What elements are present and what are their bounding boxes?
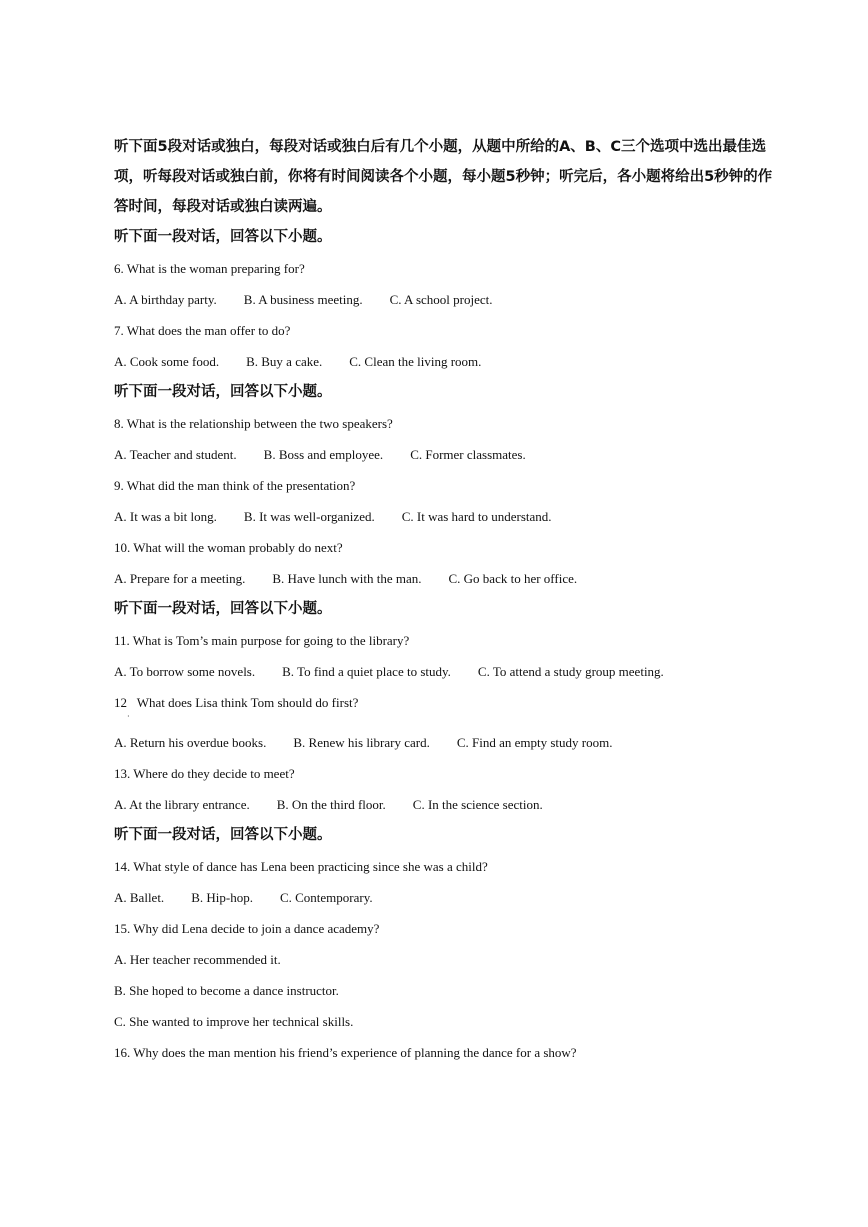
option-a[interactable]: A. Ballet. xyxy=(114,890,165,905)
question-6: 6. What is the woman preparing for? xyxy=(114,261,305,276)
option-b[interactable]: B. It was well-organized. xyxy=(243,509,375,524)
section-3 xyxy=(114,594,774,820)
option-c[interactable]: C. It was hard to understand. xyxy=(401,509,552,524)
section-4 xyxy=(114,820,774,1068)
question-10-options xyxy=(114,563,774,594)
question-8-options xyxy=(114,439,774,470)
exam-page xyxy=(114,132,774,1068)
option-c[interactable]: C. Former classmates. xyxy=(410,447,526,462)
question-11: 11. What is Tom’s main purpose for going to the library? xyxy=(114,633,410,648)
section-heading: 听下面一段对话，回答以下小题。 xyxy=(114,384,332,400)
section-heading: 听下面一段对话，回答以下小题。 xyxy=(114,601,332,617)
section-heading: 听下面一段对话，回答以下小题。 xyxy=(114,827,332,843)
option-b[interactable]: B. To find a quiet place to study. xyxy=(282,664,451,679)
question-14-options xyxy=(114,882,774,913)
section-2 xyxy=(114,377,774,594)
option-a[interactable]: A. Cook some food. xyxy=(114,354,220,369)
option-c[interactable]: C. To attend a study group meeting. xyxy=(477,664,664,679)
question-10: 10. What will the woman probably do next? xyxy=(114,540,343,555)
option-b[interactable]: B. Renew his library card. xyxy=(293,735,430,750)
question-6-options xyxy=(114,284,774,315)
option-c[interactable]: C. Clean the living room. xyxy=(349,354,482,369)
question-13-options xyxy=(114,789,774,820)
question-16: 16. Why does the man mention his friend’s experience of planning the dance for a show? xyxy=(114,1045,577,1060)
option-c[interactable]: C. In the science section. xyxy=(412,797,543,812)
option-b[interactable]: B. She hoped to become a dance instructor. xyxy=(114,983,339,998)
option-b[interactable]: B. A business meeting. xyxy=(243,292,363,307)
question-7: 7. What does the man offer to do? xyxy=(114,323,291,338)
option-a[interactable]: A. At the library entrance. xyxy=(114,797,250,812)
option-c[interactable]: C. She wanted to improve her technical skills. xyxy=(114,1014,354,1029)
question-9: 9. What did the man think of the presentation? xyxy=(114,478,356,493)
question-14: 14. What style of dance has Lena been practicing since she was a child? xyxy=(114,859,488,874)
option-b[interactable]: B. Boss and employee. xyxy=(263,447,384,462)
option-b[interactable]: B. Buy a cake. xyxy=(246,354,323,369)
instructions: 听下面5段对话或独白，每段对话或独白后有几个小题，从题中所给的A、B、C三个选项中选出最佳选项，听每段对话或独白前，你将有时间阅读各个小题，每小题5秒钟；听完后，各小题将给出5秒钟的作答时间，每段对话或独白读两遍。 xyxy=(114,139,773,215)
option-c[interactable]: C. A school project. xyxy=(389,292,493,307)
option-a[interactable]: A. Prepare for a meeting. xyxy=(114,571,246,586)
question-11-options xyxy=(114,656,774,687)
section-heading: 听下面一段对话，回答以下小题。 xyxy=(114,229,332,245)
section-1 xyxy=(114,222,774,377)
option-a[interactable]: A. It was a bit long. xyxy=(114,509,217,524)
option-b[interactable]: B. On the third floor. xyxy=(276,797,386,812)
question-text: What does Lisa think Tom should do first? xyxy=(136,695,359,710)
option-a[interactable]: A. Her teacher recommended it. xyxy=(114,952,281,967)
question-8: 8. What is the relationship between the two speakers? xyxy=(114,416,393,431)
option-a[interactable]: A. A birthday party. xyxy=(114,292,217,307)
question-13: 13. Where do they decide to meet? xyxy=(114,766,295,781)
question-7-options xyxy=(114,346,774,377)
option-c[interactable]: C. Go back to her office. xyxy=(448,571,578,586)
option-a[interactable]: A. Return his overdue books. xyxy=(114,735,267,750)
option-c[interactable]: C. Contemporary. xyxy=(279,890,373,905)
option-b[interactable]: B. Have lunch with the man. xyxy=(272,571,422,586)
question-15: 15. Why did Lena decide to join a dance academy? xyxy=(114,921,380,936)
question-12 xyxy=(114,687,774,727)
question-12-options xyxy=(114,727,774,758)
option-a[interactable]: A. To borrow some novels. xyxy=(114,664,256,679)
question-number: 12 xyxy=(114,695,127,710)
stray-dot-mark: · xyxy=(127,712,130,721)
question-9-options xyxy=(114,501,774,532)
option-c[interactable]: C. Find an empty study room. xyxy=(456,735,613,750)
option-b[interactable]: B. Hip-hop. xyxy=(191,890,253,905)
option-a[interactable]: A. Teacher and student. xyxy=(114,447,237,462)
